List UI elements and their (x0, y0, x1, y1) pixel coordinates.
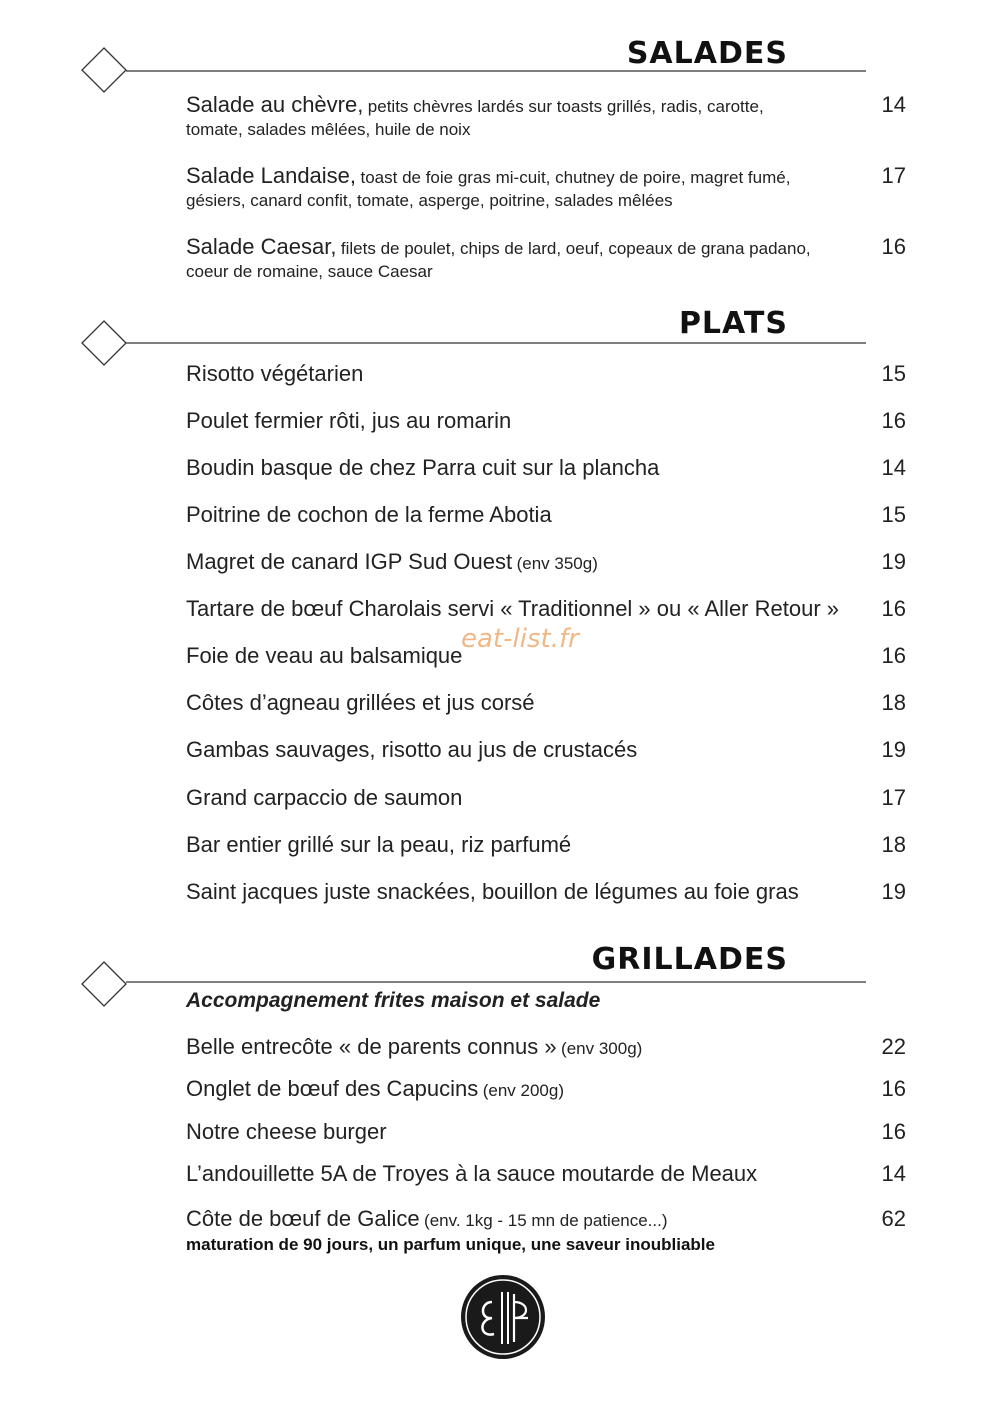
item-price: 19 (881, 549, 906, 574)
menu-item: Risotto végétarien 15 (186, 361, 906, 386)
section-header-salades (80, 36, 870, 96)
menu-item: Salade Caesar, filets de poulet, chips de lard, oeuf, copeaux de grana padano, coeur de romaine, sauce Caesar 16 (186, 234, 906, 281)
menu-item: Foie de veau au balsamique 16 (186, 643, 906, 668)
menu-item: Côte de bœuf de Galice (env. 1kg - 15 mn de patience...) maturation de 90 jours, un parfum unique, une saveur inoubliable 62 (186, 1206, 910, 1255)
item-price: 19 (881, 737, 906, 762)
restaurant-monogram-logo (458, 1272, 548, 1362)
section-title-salades: SALADES (626, 36, 788, 71)
menu-item: Notre cheese burger 16 (186, 1119, 906, 1144)
section-note: Accompagnement frites maison et salade (186, 989, 601, 1012)
item-price: 19 (881, 879, 906, 904)
menu-item: Magret de canard IGP Sud Ouest (env 350g) 19 (186, 549, 906, 574)
item-price: 15 (881, 361, 906, 386)
watermark: eat-list.fr (461, 624, 579, 654)
item-price: 16 (881, 408, 906, 433)
menu-item: Poitrine de cochon de la ferme Abotia 15 (186, 502, 906, 527)
item-price: 16 (881, 234, 906, 259)
menu-item: Bar entier grillé sur la peau, riz parfumé 18 (186, 832, 906, 857)
item-price: 14 (881, 1161, 906, 1186)
menu-item: Salade Landaise, toast de foie gras mi-cuit, chutney de poire, magret fumé, gésiers, canard confit, tomate, asperge, poitrine, salades mêlées 17 (186, 163, 906, 210)
menu-item: Poulet fermier rôti, jus au romarin 16 (186, 408, 906, 433)
menu-item: Côtes d’agneau grillées et jus corsé 18 (186, 690, 906, 715)
item-price: 16 (881, 596, 906, 621)
item-price: 14 (881, 92, 906, 117)
item-price: 17 (881, 785, 906, 810)
menu-item: Saint jacques juste snackées, bouillon de légumes au foie gras 19 (186, 879, 906, 904)
item-price: 16 (881, 1076, 906, 1101)
item-price: 16 (881, 1119, 906, 1144)
item-price: 17 (881, 163, 906, 188)
menu-item: Boudin basque de chez Parra cuit sur la plancha 14 (186, 455, 906, 480)
section-header-plats (80, 306, 870, 366)
item-price: 16 (881, 643, 906, 668)
section-title-grillades: GRILLADES (591, 942, 788, 977)
menu-item: Onglet de bœuf des Capucins (env 200g) 16 (186, 1076, 906, 1101)
item-price: 18 (881, 832, 906, 857)
menu-item: Tartare de bœuf Charolais servi « Traditionnel » ou « Aller Retour » 16 (186, 596, 906, 621)
section-title-plats: PLATS (678, 306, 788, 341)
menu-item: Grand carpaccio de saumon 17 (186, 785, 906, 810)
item-price: 18 (881, 690, 906, 715)
menu-item: Gambas sauvages, risotto au jus de crustacés 19 (186, 737, 906, 762)
item-subtitle: maturation de 90 jours, un parfum unique, une saveur inoubliable (186, 1235, 715, 1254)
menu-item: Salade au chèvre, petits chèvres lardés sur toasts grillés, radis, carotte, tomate, salades mêlées, huile de noix 14 (186, 92, 906, 139)
item-price: 15 (881, 502, 906, 527)
item-price: 14 (881, 455, 906, 480)
item-price: 62 (881, 1206, 906, 1231)
menu-item: L’andouillette 5A de Troyes à la sauce moutarde de Meaux 14 (186, 1161, 906, 1186)
item-price: 22 (881, 1034, 906, 1059)
menu-item: Belle entrecôte « de parents connus » (env 300g) 22 (186, 1034, 906, 1059)
